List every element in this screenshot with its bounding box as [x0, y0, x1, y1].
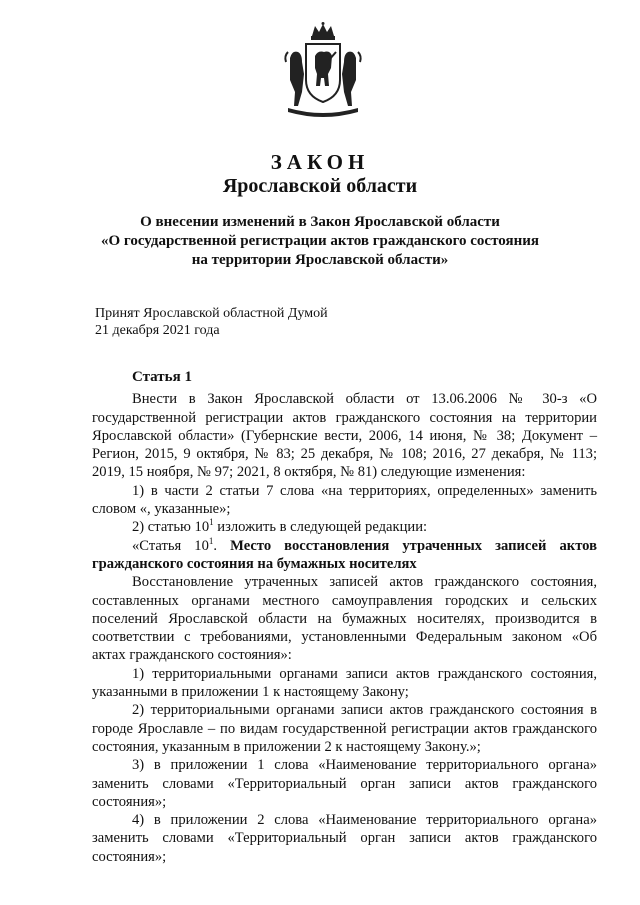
coat-of-arms-emblem [282, 22, 364, 122]
quote-start: «Статья 10 [132, 537, 209, 554]
restore-paragraph: Восстановление утраченных записей актов гражданского состояния, составленных органами местного самоуправления городских и сельских поселений Ярославской области на бумажных носителях, производится в соответствии с требованиями, установленными Федеральным законом «Об актах гражданского состояния»: [92, 574, 597, 664]
quote-superscript: 1 [208, 535, 214, 546]
adoption-body: Принят Ярославской областной Думой [95, 306, 328, 321]
amendment-item-4: 4) в приложении 2 слова «Наименование территориального органа» заменить словами «Территориальный орган записи актов гражданского состояния»; [92, 812, 597, 865]
item2-text: 2) статью 10 [132, 519, 210, 536]
law-title: ЗАКОН [270, 150, 370, 174]
article-heading: Статья 1 [132, 369, 192, 385]
quote-dot: . [213, 537, 231, 554]
subject-line: О внесении изменений в Закон Ярославской области [140, 214, 500, 230]
amendment-item-1: 1) в части 2 статьи 7 слова «на территориях, определенных» заменить словом «, указанные»; [92, 482, 597, 518]
law-subject [95, 213, 545, 270]
adoption-date: 21 декабря 2021 года [95, 323, 220, 338]
subject-line: «О государственной регистрации актов гражданского состояния [100, 233, 539, 249]
article-body [92, 368, 597, 866]
quoted-article-title: Место восстановления утраченных записей актов гражданского состояния на бумажных носителях [92, 537, 597, 572]
article-intro: Внести в Закон Ярославской области от 13.06.2006 № 30-з «О государственной регистрации актов гражданского состояния на территории Ярославской области» (Губернские вести, 2006, 14 июня, № 38; Документ – Регион, 2015, 9 октября, № 83; 25 декабря, № 108; 2016, 27 декабря, № 113; 2019, 15 ноября, № 97; 2021, 8 октября, № 81) следующие изменения: [92, 391, 597, 481]
quoted-article-heading [92, 537, 597, 574]
amendment-item-2 [92, 518, 597, 536]
item2-text-end: изложить в следующей редакции: [213, 519, 428, 536]
subject-line: на территории Ярославской области» [191, 252, 449, 268]
region-title: Ярославской области [222, 175, 418, 197]
restore-subitem-1: 1) территориальными органами записи актов гражданского состояния, указанными в приложении 1 к настоящему Закону; [92, 665, 597, 701]
amendment-item-3: 3) в приложении 1 слова «Наименование территориального органа» заменить словами «Территориальный орган записи актов гражданского состояния»; [92, 757, 597, 810]
item2-superscript: 1 [209, 517, 214, 528]
adoption-info [95, 305, 328, 339]
restore-subitem-2: 2) территориальными органами записи актов гражданского состояния в городе Ярославле – по видам государственной регистрации актов гражданского состояния, указанным в приложении 2 к настоящему Закону.»; [92, 702, 597, 755]
